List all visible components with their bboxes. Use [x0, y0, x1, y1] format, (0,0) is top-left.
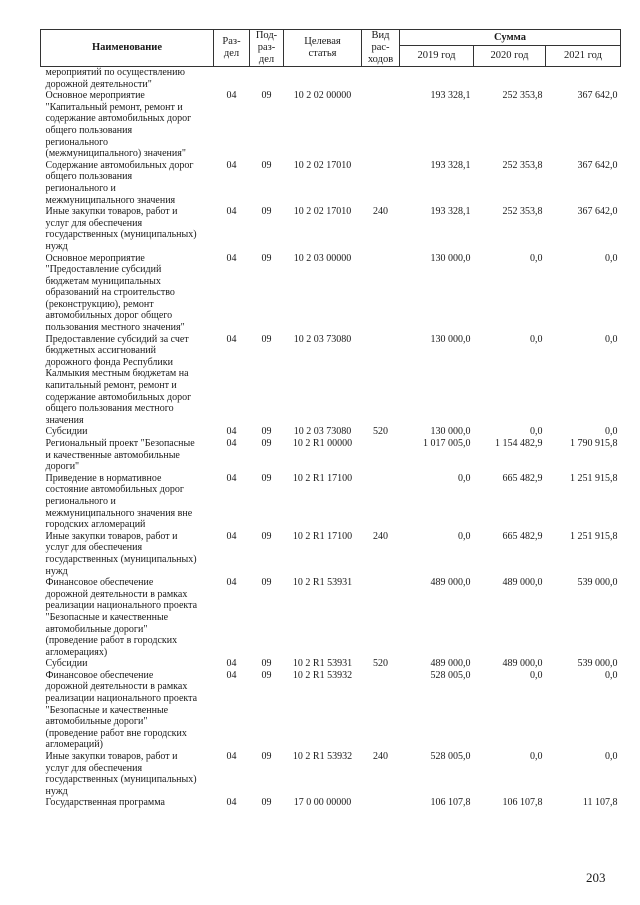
cell-vid [362, 670, 400, 751]
cell-podrazdel: 09 [261, 472, 272, 484]
table-row [41, 670, 621, 751]
cell-razdel: 04 [226, 159, 237, 171]
cell-sum-2021: 0,0 [605, 333, 618, 345]
cell-name: Основное мероприятие "Капитальный ремонт, ремонт и содержание автомобильных дорог общего пользования регионального (межмуниципального) значения" [45, 90, 192, 160]
cell-sum-2019: 130 000,0 [430, 252, 471, 264]
cell-sum-2019: 193 328,1 [430, 206, 471, 218]
cell-razdel: 04 [226, 90, 237, 102]
cell-sum-2020: 0,0 [530, 426, 543, 438]
cell-target: 10 2 R1 53932 [292, 751, 353, 763]
cell-sum-2021: 0,0 [605, 426, 618, 438]
cell-sum-2021: 1 251 915,8 [570, 530, 618, 542]
cell-sum-2020: 665 482,9 [502, 530, 543, 542]
table-row [41, 438, 621, 473]
table-row [41, 253, 621, 334]
cell-target: 10 2 02 17010 [293, 206, 352, 218]
cell-target [284, 67, 362, 91]
table-row [41, 473, 621, 531]
cell-vid: 520 [373, 658, 388, 670]
cell-vid [362, 90, 400, 160]
cell-name: Государственная программа [45, 797, 165, 809]
cell-razdel: 04 [226, 669, 237, 681]
page-number: 203 [586, 870, 606, 885]
cell-vid [362, 334, 400, 427]
header-vid [362, 30, 400, 67]
cell-target: 10 2 R1 00000 [292, 438, 353, 449]
cell-razdel: 04 [226, 333, 237, 345]
cell-podrazdel: 09 [261, 797, 272, 809]
cell-razdel [214, 67, 250, 91]
cell-sum-2019: 1 017 005,0 [423, 438, 471, 449]
cell-vid: 520 [373, 426, 388, 438]
cell-sum-2019: 193 328,1 [430, 90, 471, 102]
cell-sum-2020: 0,0 [530, 669, 543, 681]
header-year-2021: 2021 год [546, 46, 621, 67]
cell-sum-2020: 0,0 [530, 333, 543, 345]
cell-target: 10 2 R1 53931 [292, 577, 353, 589]
cell-vid [362, 577, 400, 658]
cell-sum-2020: 106 107,8 [502, 797, 543, 809]
cell-podrazdel: 09 [261, 438, 272, 449]
cell-target: 10 2 03 00000 [293, 252, 352, 264]
cell-podrazdel: 09 [261, 426, 272, 438]
cell-name: Финансовое обеспечение дорожной деятельности в рамках реализации национального проекта "Безопасные и качественные автомобильные дороги" (проведение работ в городских агломерациях) [45, 577, 198, 658]
cell-name: Субсидии [45, 426, 88, 438]
cell-sum-2019: 489 000,0 [430, 658, 471, 670]
cell-razdel: 04 [226, 206, 237, 218]
cell-sum-2021: 367 642,0 [577, 159, 618, 171]
cell-sum-2020: 252 353,8 [502, 159, 543, 171]
cell-sum-2021: 539 000,0 [577, 658, 618, 670]
cell-podrazdel: 09 [261, 90, 272, 102]
cell-sum-2019: 106 107,8 [430, 797, 471, 809]
table-row [41, 67, 621, 91]
cell-sum-2020: 489 000,0 [502, 658, 543, 670]
cell-sum-2020: 1 154 482,9 [495, 438, 543, 449]
cell-target: 10 2 R1 17100 [292, 472, 353, 484]
cell-name: Содержание автомобильных дорог общего пользования регионального и межмуниципального значения [45, 159, 194, 206]
header-target-text: Целевая статья [304, 36, 341, 59]
cell-sum-2019: 130 000,0 [430, 333, 471, 345]
cell-podrazdel: 09 [261, 577, 272, 589]
cell-razdel: 04 [226, 426, 237, 438]
cell-sum-2021: 367 642,0 [577, 90, 618, 102]
cell-target: 10 2 R1 17100 [292, 530, 353, 542]
cell-podrazdel: 09 [261, 669, 272, 681]
cell-sum-2019: 489 000,0 [430, 577, 471, 589]
table-row [41, 426, 621, 438]
cell-razdel: 04 [226, 438, 237, 449]
cell-name: Финансовое обеспечение дорожной деятельности в рамках реализации национального проекта "Безопасные и качественные автомобильные дороги" (проведение работ вне городских агломераций) [45, 669, 198, 751]
cell-sum-2019 [400, 67, 474, 91]
cell-sum-2019: 130 000,0 [430, 426, 471, 438]
cell-target: 10 2 02 00000 [293, 90, 352, 102]
cell-sum-2021: 11 107,8 [582, 797, 618, 809]
cell-sum-2020: 0,0 [530, 252, 543, 264]
cell-podrazdel: 09 [261, 206, 272, 218]
cell-sum-2021: 0,0 [605, 252, 618, 264]
cell-sum-2021: 539 000,0 [577, 577, 618, 589]
cell-name: Предоставление субсидий за счет бюджетных ассигнований дорожного фонда Республики Калмыкия местным бюджетам на капитальный ремонт, ремонт и содержание автомобильных дорог общего пользования местного значения [45, 333, 192, 426]
cell-name: Региональный проект "Безопасные и качественные автомобильные дороги" [45, 438, 195, 473]
header-vid-text: Вид рас- ходов [367, 30, 394, 65]
cell-podrazdel: 09 [261, 252, 272, 264]
cell-podrazdel: 09 [261, 333, 272, 345]
cell-target: 10 2 03 73080 [293, 426, 352, 438]
table-row [41, 334, 621, 427]
cell-sum-2021 [546, 67, 621, 91]
cell-target: 10 2 03 73080 [293, 333, 352, 345]
header-sum: Сумма [400, 30, 621, 46]
cell-sum-2020: 489 000,0 [502, 577, 543, 589]
cell-name: Приведение в нормативное состояние автомобильных дорог регионального и межмуниципального значения вне городских агломераций [45, 472, 193, 531]
cell-name: Иные закупки товаров, работ и услуг для обеспечения государственных (муниципальных) нужд [45, 530, 197, 577]
cell-sum-2019: 528 005,0 [430, 751, 471, 763]
cell-target: 10 2 R1 53932 [292, 669, 353, 681]
cell-vid: 240 [373, 530, 388, 542]
cell-vid [362, 253, 400, 334]
cell-sum-2021: 367 642,0 [577, 206, 618, 218]
cell-sum-2020: 252 353,8 [502, 90, 543, 102]
cell-name: Иные закупки товаров, работ и услуг для обеспечения государственных (муниципальных) нужд [45, 751, 197, 797]
cell-vid [362, 438, 400, 473]
table-row [41, 90, 621, 160]
cell-razdel: 04 [226, 472, 237, 484]
cell-razdel: 04 [226, 751, 237, 763]
cell-podrazdel: 09 [261, 658, 272, 670]
cell-sum-2020: 0,0 [530, 751, 543, 763]
cell-sum-2020: 252 353,8 [502, 206, 543, 218]
header-year-2019: 2019 год [400, 46, 474, 67]
header-podrazdel-text: Под- раз- дел [255, 30, 278, 65]
table-row [41, 797, 621, 809]
cell-razdel: 04 [226, 658, 237, 670]
cell-razdel: 04 [226, 252, 237, 264]
table-row [41, 206, 621, 252]
table-row [41, 160, 621, 206]
cell-vid [362, 67, 400, 91]
cell-vid: 240 [373, 206, 388, 218]
cell-podrazdel: 09 [261, 159, 272, 171]
header-podrazdel [250, 30, 284, 67]
cell-sum-2019: 0,0 [458, 472, 471, 484]
cell-sum-2020 [474, 67, 546, 91]
cell-target: 17 0 00 00000 [293, 797, 352, 809]
table-body [41, 67, 621, 810]
cell-name: мероприятий по осуществлению дорожной деятельности" [45, 67, 185, 90]
table-row [41, 751, 621, 797]
cell-razdel: 04 [226, 577, 237, 589]
header-name: Наименование [41, 30, 214, 67]
table-row [41, 531, 621, 577]
header-target [284, 30, 362, 67]
cell-name: Основное мероприятие "Предоставление субсидий бюджетам муниципальных образований на строительство (реконструкцию), ремонт автомобильных дорог общего пользования местного значения" [45, 252, 185, 334]
cell-sum-2021: 0,0 [605, 751, 618, 763]
cell-sum-2021: 1 251 915,8 [570, 472, 618, 484]
table-row [41, 577, 621, 658]
header-year-2020: 2020 год [474, 46, 546, 67]
cell-sum-2019: 0,0 [458, 530, 471, 542]
table-header [41, 30, 621, 67]
cell-vid [362, 160, 400, 206]
header-razdel-text: Раз- дел [222, 36, 241, 59]
budget-table [40, 29, 621, 809]
cell-sum-2021: 1 790 915,8 [570, 438, 618, 449]
cell-name: Иные закупки товаров, работ и услуг для обеспечения государственных (муниципальных) нужд [45, 206, 197, 252]
cell-sum-2019: 528 005,0 [430, 669, 471, 681]
cell-target: 10 2 02 17010 [293, 159, 352, 171]
cell-name: Субсидии [45, 658, 88, 670]
cell-vid [362, 797, 400, 809]
cell-vid [362, 473, 400, 531]
cell-podrazdel: 09 [261, 751, 272, 763]
cell-razdel: 04 [226, 530, 237, 542]
cell-sum-2019: 193 328,1 [430, 159, 471, 171]
cell-podrazdel [250, 67, 284, 91]
cell-sum-2020: 665 482,9 [502, 472, 543, 484]
table-row [41, 658, 621, 670]
header-razdel [214, 30, 250, 67]
cell-razdel: 04 [226, 797, 237, 809]
cell-podrazdel: 09 [261, 530, 272, 542]
cell-sum-2021: 0,0 [605, 669, 618, 681]
cell-target: 10 2 R1 53931 [292, 658, 353, 670]
cell-vid: 240 [373, 751, 388, 763]
